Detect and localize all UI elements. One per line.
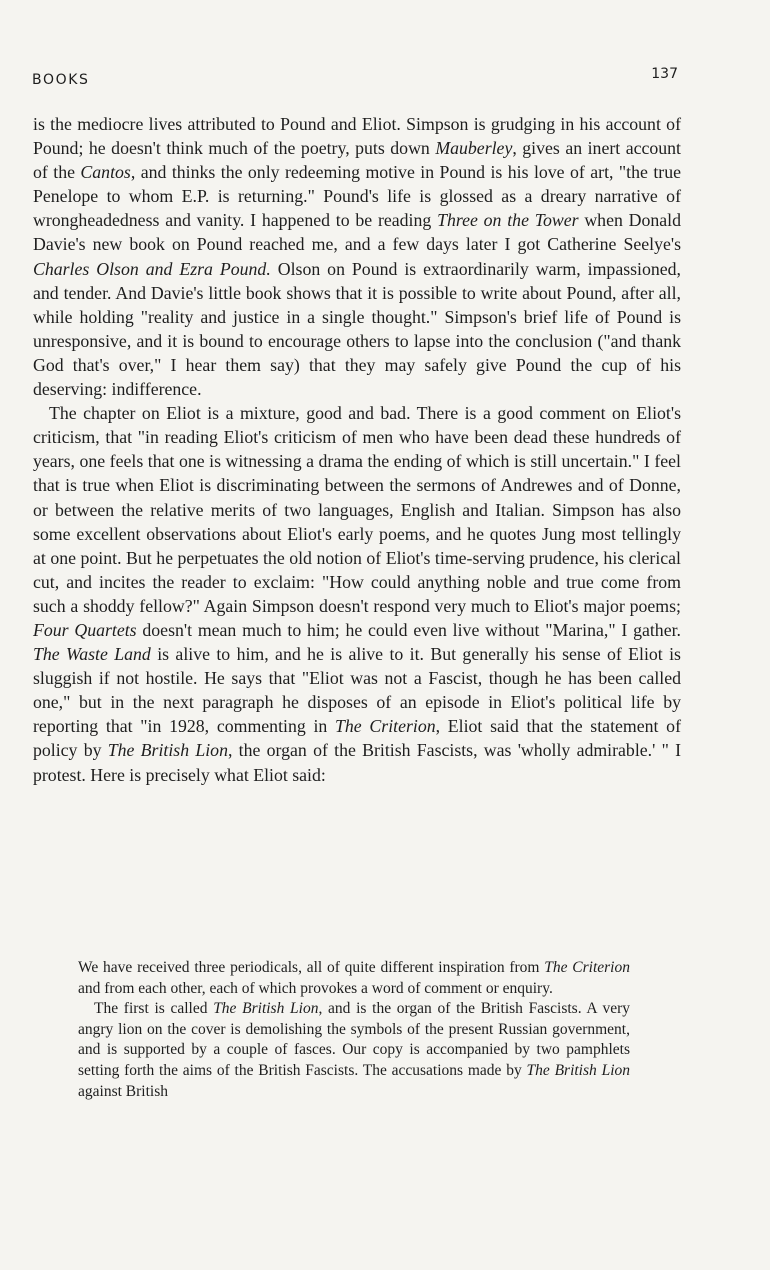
text-run: The first is called [94, 1000, 214, 1018]
paragraph-1 [33, 112, 681, 401]
text-run: We have received three periodicals, all of quite different inspiration from [78, 959, 545, 976]
text-run: against British [78, 1082, 168, 1100]
text-run: The chapter on Eliot is a mixture, good and bad. There is a good comment on Eliot's criticism, that "in reading Eliot's criticism of men who have been dead these hundreds of years, one feels that one is witnessing a drama the ending of which is still uncertain." I feel that is true when Eliot is discriminating between the sermons of Andrewes and of Donne, or between the relative merits of two languages, English and Italian. Simpson has also some excellent observations about Eliot's early poems, and he quotes Jung most tellingly at one point. But he perpetuates the old notion of Eliot's time-serving prudence, his clerical cut, and incites the reader to exclaim: "How could anything noble and true come from such a shoddy fellow?" Again Simpson doesn't respond very much to Eliot's major poems; [33, 403, 681, 616]
italic-title: Charles Olson and Ezra Pound. [33, 258, 271, 279]
italic-title: The British Lion [213, 1000, 319, 1018]
text-run: Olson on Pound is extraordinarily warm, impassioned, and tender. And Davie's little book shows that it is possible to write about Pound, after all, while holding "reality and justice in a single thought." Simpson's brief life of Pound is unresponsive, and it is bound to encourage others to lapse into the conclusion ("and thank God that's over," I hear them say) that they may safely give Pound the cup of his deserving: indifference. [33, 258, 682, 400]
text-run: is alive to him, and he is alive to it. But generally his sense of Eliot is sluggish if not hostile. He says that "Eliot was not a Fascist, though he has been called one," but in the next paragraph he disposes of an episode in Eliot's political life by reporting that "in 1928, commenting in [33, 644, 681, 737]
text-run: , the organ of the British Fascists, was 'wholly admirable.' " I protest. Here is precisely what Eliot said: [33, 740, 682, 785]
text-run: doesn't mean much to him; he could even live without "Marina," I gather. [136, 619, 681, 640]
running-head: BOOKS [32, 72, 90, 88]
quote-paragraph-2 [78, 999, 630, 1102]
text-run: and from each other, each of which provokes a word of comment or enquiry. [78, 979, 553, 997]
block-quote [78, 958, 630, 1102]
italic-title: Three on the Tower [437, 210, 579, 231]
paragraph-2 [33, 401, 681, 787]
text-run: is the mediocre lives attributed to Pound and Eliot. Simpson is grudging in his account of Pound; he doesn't think much of the poetry, puts down [33, 114, 681, 159]
italic-title: The British Lion [526, 1061, 630, 1079]
italic-title: The British Lion [107, 740, 228, 761]
text-run: , and is the organ of the British Fascists. A very angry lion on the cover is demolishing the symbols of the present Russian government, and is supported by a couple of fasces. Our copy is accompanied by two pamphlets setting forth the aims of the British Fascists. The accusations made by [78, 1000, 630, 1079]
text-run: when Donald Davie's new book on Pound reached me, and a few days later I got Catherine Seelye's [33, 210, 681, 255]
italic-title: Four Quartets [33, 619, 137, 640]
text-run: , Eliot said that the statement of policy by [33, 716, 681, 761]
quote-paragraph-1 [78, 958, 630, 999]
italic-title: Cantos [80, 162, 131, 183]
text-run: , gives an inert account of the [33, 138, 681, 183]
italic-title: The Waste Land [33, 644, 151, 665]
italic-title: The Criterion [544, 959, 630, 976]
page-number: 137 [651, 66, 678, 82]
text-run: , and thinks the only redeeming motive in Pound is his love of art, "the true Penelope to whom E.P. is returning." Pound's life is glossed as a dreary narrative of wrongheadedness and vanity. I happened to be reading [33, 162, 681, 231]
italic-title: Mauberley [435, 138, 513, 159]
body-text [33, 112, 681, 787]
italic-title: The Criterion [335, 716, 436, 737]
